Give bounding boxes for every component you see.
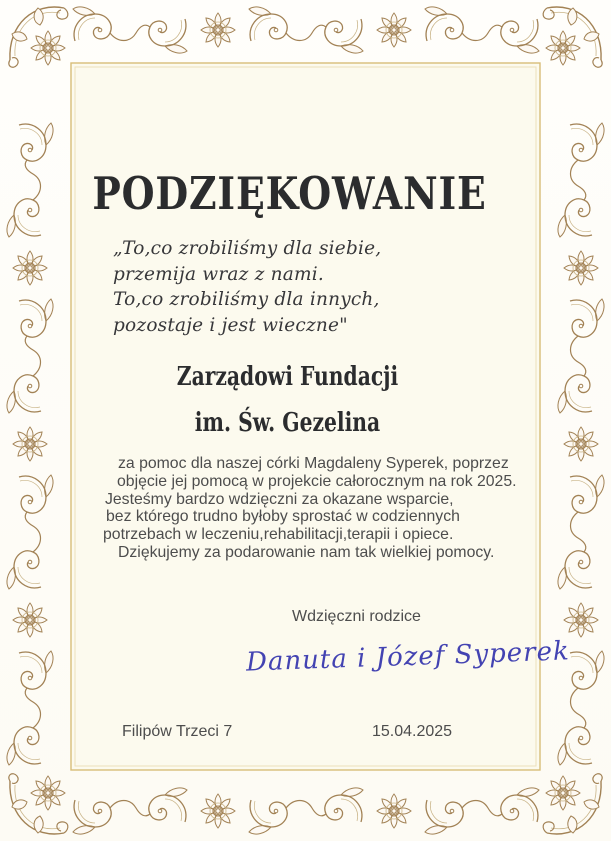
quote-line: pozostaje i jest wieczne" — [113, 314, 348, 336]
body-text — [103, 455, 517, 562]
footer-place: Filipów Trzeci 7 — [122, 723, 233, 740]
handwritten-signature: Danuta i Józef Syperek — [245, 636, 571, 678]
closing-text: Wdzięczni rodzice — [292, 608, 421, 625]
body-line: objęcie jej pomocą w projekcie całorocznym na rok 2025. — [117, 472, 517, 490]
recipient-name-line2: im. Św. Gezelina — [194, 408, 381, 438]
body-line: za pomoc dla naszej córki Magdaleny Syperek, poprzez — [118, 455, 509, 472]
quote-line: przemija wraz z nami. — [113, 263, 324, 285]
quote-line: To,co zrobiliśmy dla innych, — [113, 289, 380, 310]
body-line: Dziękujemy za podarowanie nam tak wielkiej pomocy. — [118, 543, 495, 561]
quote-block — [113, 236, 381, 338]
quote-line: „To,co zrobiliśmy dla siebie, — [113, 238, 382, 259]
recipient-name-line1: Zarządowi Fundacji — [176, 362, 399, 392]
certificate-title: PODZIĘKOWANIE — [92, 167, 487, 220]
body-line: bez którego trudno byłoby sprostać w codziennych — [106, 508, 460, 526]
body-line: Jesteśmy bardzo wdzięczni za okazane wsparcie, — [105, 490, 454, 508]
footer-date: 15.04.2025 — [372, 723, 453, 740]
body-line: potrzebach w leczeniu,rehabilitacji,terapii i opiece. — [103, 526, 454, 544]
